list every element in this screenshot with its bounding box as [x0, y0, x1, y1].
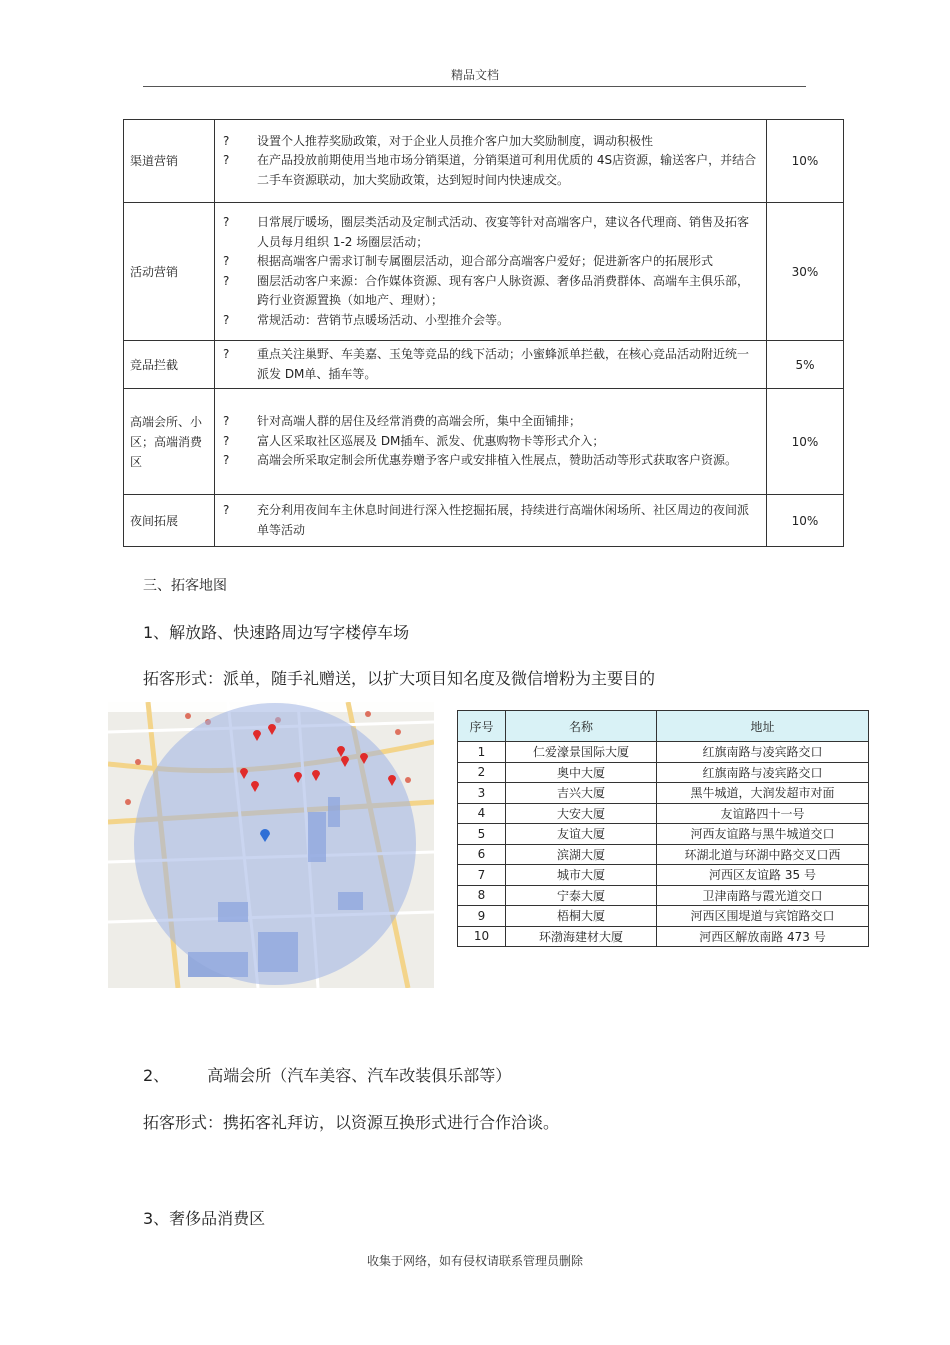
table-row: [458, 803, 869, 824]
subsection-heading: 3、奢侈品消费区: [143, 1209, 266, 1228]
row-percent: 5%: [767, 341, 844, 389]
list-item: ? 日常展厅暖场，圈层类活动及定制式活动、夜宴等针对高端客户，建议各代理商、销售及拓客人员每月组织 1-2 场圈层活动；: [223, 215, 750, 249]
cell-index: 3: [458, 783, 506, 804]
row-items: [215, 120, 767, 203]
row-percent: 10%: [767, 495, 844, 547]
row-category: 竞品拦截: [124, 341, 215, 389]
row-items: [215, 389, 767, 495]
cell-address: 环湖北道与环湖中路交叉口西: [657, 844, 869, 865]
cell-name: 奥中大厦: [506, 762, 657, 783]
row-percent: 10%: [767, 120, 844, 203]
cell-address: 河西区围堤道与宾馆路交口: [657, 906, 869, 927]
cell-index: 2: [458, 762, 506, 783]
table-row: [458, 742, 869, 763]
list-item: ? 常规活动：营销节点暖场活动、小型推介会等。: [223, 312, 510, 327]
list-item: ? 高端会所采取定制会所优惠券赠予客户或安排植入性展点，赞助活动等形式获取客户资源。: [223, 453, 738, 468]
office-building-table: [457, 710, 869, 947]
coverage-circle: [134, 703, 416, 985]
list-item: ? 针对高端人群的居住及经常消费的高端会所，集中全面铺排；: [223, 414, 582, 429]
table-row: [124, 203, 844, 341]
row-category: 活动营销: [124, 203, 215, 341]
heading-text: 高端会所（汽车美容、汽车改装俱乐部等）: [207, 1066, 512, 1085]
cell-name: 友谊大厦: [506, 824, 657, 845]
list-item: ? 设置个人推荐奖励政策，对于企业人员推介客户加大奖励制度，调动积极性: [223, 133, 654, 148]
list-item: ? 在产品投放前期使用当地市场分销渠道，分销渠道可利用优质的 4S店资源，输送客户，并结合二手车资源联动，加大奖励政策，达到短时间内快速成交。: [223, 153, 757, 187]
subsection-heading: 1、解放路、快速路周边写字楼停车场: [143, 623, 410, 642]
cell-name: 滨湖大厦: [506, 844, 657, 865]
outreach-form-text: 拓客形式：派单，随手礼赠送，以扩大项目知名度及微信增粉为主要目的: [143, 669, 656, 688]
cell-index: 4: [458, 803, 506, 824]
row-category: 渠道营销: [124, 120, 215, 203]
cell-address: 红旗南路与凌宾路交口: [657, 742, 869, 763]
cell-name: 吉兴大厦: [506, 783, 657, 804]
list-item: ? 充分利用夜间车主休息时间进行深入性挖掘拓展，持续进行高端休闲场所、社区周边的夜间派单等活动: [223, 503, 750, 537]
table-header-row: [458, 711, 869, 742]
column-header: 序号: [458, 711, 506, 742]
column-header: 地址: [657, 711, 869, 742]
outreach-map: [108, 702, 434, 988]
cell-index: 6: [458, 844, 506, 865]
table-row: [458, 783, 869, 804]
cell-address: 黑牛城道，大润发超市对面: [657, 783, 869, 804]
section-title: 三、拓客地图: [143, 578, 227, 594]
cell-index: 1: [458, 742, 506, 763]
cell-address: 卫津南路与霞光道交口: [657, 885, 869, 906]
map-graphic: [108, 702, 434, 988]
table-row: [124, 495, 844, 547]
cell-address: 河西区解放南路 473 号: [657, 926, 869, 947]
heading-number: 2、: [143, 1066, 170, 1085]
list-item: ? 根据高端客户需求订制专属圈层活动，迎合部分高端客户爱好；促进新客户的拓展形式: [223, 254, 714, 268]
cell-index: 7: [458, 865, 506, 886]
outreach-form-text: 拓客形式：携拓客礼拜访，以资源互换形式进行合作洽谈。: [143, 1113, 560, 1132]
row-category: 高端会所、小区；高端消费区: [124, 389, 215, 495]
cell-name: 城市大厦: [506, 865, 657, 886]
table-row: [458, 885, 869, 906]
list-item: ? 圈层活动客户来源：合作媒体资源、现有客户人脉资源、奢侈品消费群体、高端车主俱乐部，跨行业资源置换（如地产、理财）；: [223, 273, 750, 307]
cell-name: 仁爱濠景国际大厦: [506, 742, 657, 763]
header-rule: [143, 86, 806, 87]
cell-address: 河西区友谊路 35 号: [657, 865, 869, 886]
cell-name: 大安大厦: [506, 803, 657, 824]
row-items: [215, 495, 767, 547]
table-row: [124, 341, 844, 389]
cell-index: 10: [458, 926, 506, 947]
row-percent: 10%: [767, 389, 844, 495]
cell-index: 5: [458, 824, 506, 845]
cell-address: 友谊路四十一号: [657, 803, 869, 824]
table-row: [458, 762, 869, 783]
cell-name: 梧桐大厦: [506, 906, 657, 927]
cell-name: 环渤海建材大厦: [506, 926, 657, 947]
column-header: 名称: [506, 711, 657, 742]
subsection-heading: [143, 1063, 511, 1086]
list-item: ? 富人区采取社区巡展及 DM插车、派发、优惠购物卡等形式介入；: [223, 433, 605, 448]
cell-name: 宁泰大厦: [506, 885, 657, 906]
page-header: 精品文档: [450, 68, 499, 82]
page-footer: 收集于网络，如有侵权请联系管理员删除: [366, 1254, 583, 1268]
cell-index: 8: [458, 885, 506, 906]
row-percent: 30%: [767, 203, 844, 341]
table-row: [124, 120, 844, 203]
row-items: [215, 341, 767, 389]
table-row: [458, 844, 869, 865]
cell-index: 9: [458, 906, 506, 927]
table-row: [124, 389, 844, 495]
table-row: [458, 865, 869, 886]
cell-address: 红旗南路与凌宾路交口: [657, 762, 869, 783]
marketing-plan-table: [123, 119, 844, 547]
row-category: 夜间拓展: [124, 495, 215, 547]
table-row: [458, 824, 869, 845]
table-row: [458, 926, 869, 947]
cell-address: 河西友谊路与黑牛城道交口: [657, 824, 869, 845]
table-row: [458, 906, 869, 927]
row-items: [215, 203, 767, 341]
list-item: ? 重点关注巢野、车美嘉、玉兔等竞品的线下活动；小蜜蜂派单拦截，在核心竞品活动附近统一派发 DM单、插车等。: [223, 347, 750, 381]
